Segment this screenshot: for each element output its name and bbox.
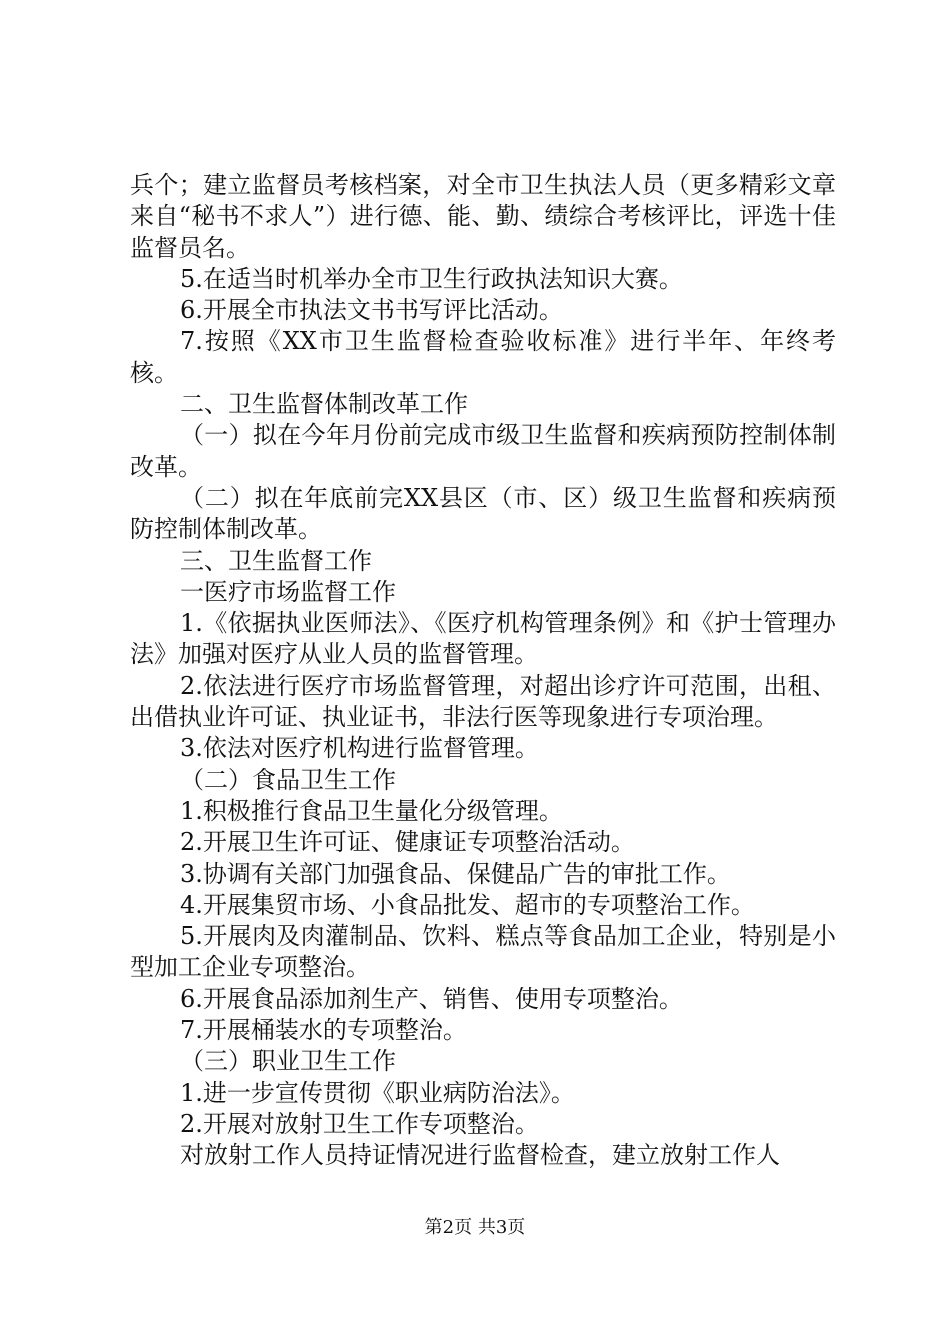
paragraph: 1.进一步宣传贯彻《职业病防治法》。 [180,1078,575,1107]
paragraph: 3.依法对医疗机构进行监督管理。 [180,734,539,763]
paragraph: （二）拟在年底前完XX县区（市、区）级卫生监督和疾病预防控制体制改革。 [130,483,836,544]
paragraph: 7.开展桶装水的专项整治。 [180,1016,467,1045]
paragraph: 7.按照《XX市卫生监督检查验收标准》进行半年、年终考核。 [130,327,836,387]
paragraph: 对放射工作人员持证情况进行监督检查，建立放射工作人 [180,1141,780,1170]
paragraph: 4.开展集贸市场、小食品批发、超市的专项整治工作。 [180,890,755,919]
paragraph: 兵个；建立监督员考核档案，对全市卫生执法人员（更多精彩文章来自“秘书不求人”）进行德、能、勤、绩综合考核评比，评选十佳监督员名。 [130,171,836,262]
subsection-heading: （二）食品卫生工作 [180,765,396,794]
section-heading: 二、卫生监督体制改革工作 [180,390,468,419]
paragraph: 6.开展食品添加剂生产、销售、使用专项整治。 [180,984,683,1013]
paragraph: 5.在适当时机举办全市卫生行政执法知识大赛。 [180,264,683,293]
paragraph: 2.依法进行医疗市场监督管理，对超出诊疗许可范围，出租、出借执业许可证、执业证书，非法行医等现象进行专项治理。 [130,671,836,732]
paragraph: 2.开展卫生许可证、健康证专项整治活动。 [180,828,635,857]
paragraph: 6.开展全市执法文书书写评比活动。 [180,296,563,325]
subsection-heading: 一医疗市场监督工作 [180,577,396,606]
section-heading: 三、卫生监督工作 [180,546,372,575]
paragraph: 5.开展肉及肉灌制品、饮料、糕点等食品加工企业，特别是小型加工企业专项整治。 [130,922,836,982]
paragraph: （一）拟在今年月份前完成市级卫生监督和疾病预防控制体制改革。 [130,421,836,481]
paragraph: 3.协调有关部门加强食品、保健品广告的审批工作。 [180,859,731,888]
document-body [130,170,836,1172]
paragraph: 1.《依据执业医师法》、《医疗机构管理条例》和《护士管理办法》加强对医疗从业人员的监督管理。 [130,609,836,669]
page-footer: 第2页 共3页 [424,1217,526,1238]
paragraph: 1.积极推行食品卫生量化分级管理。 [180,796,563,825]
subsection-heading: （三）职业卫生工作 [180,1047,396,1076]
paragraph: 2.开展对放射卫生工作专项整治。 [180,1109,539,1138]
